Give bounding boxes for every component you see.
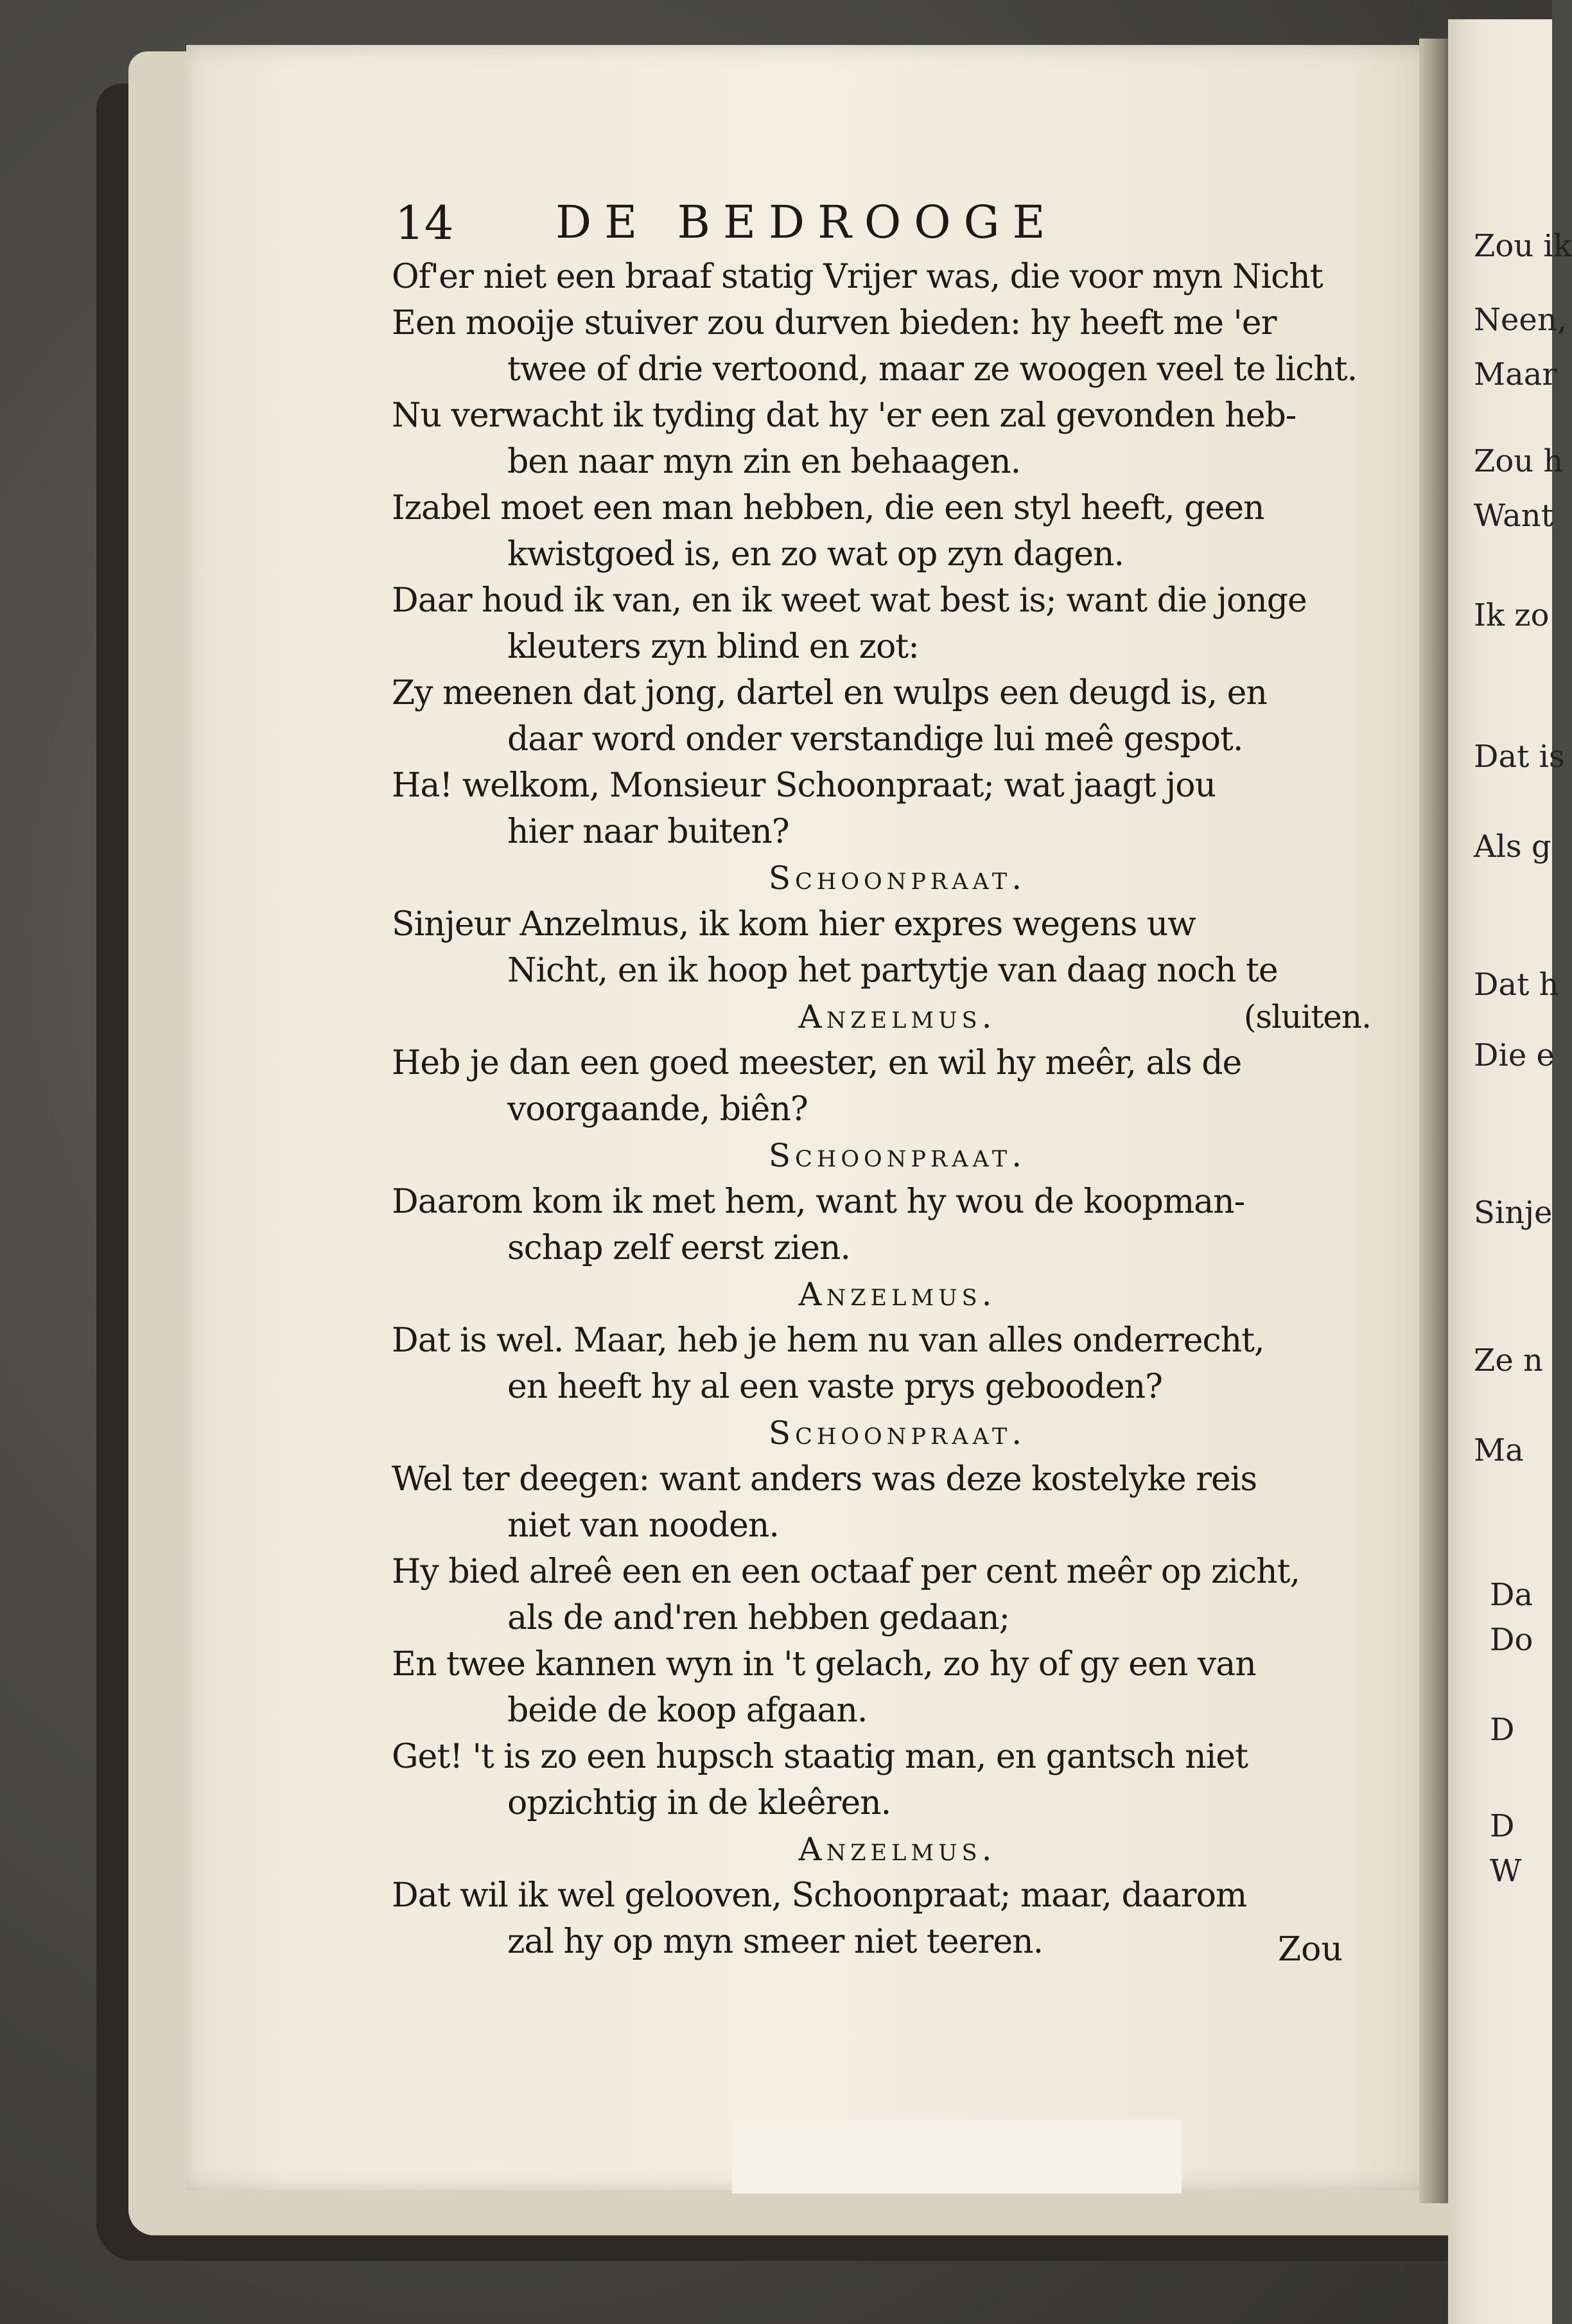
speaker-name: Schoonpraat. xyxy=(768,1414,1027,1452)
facing-page-fragment: Die e xyxy=(1474,1037,1555,1073)
speaker-name: Anzelmus. xyxy=(798,998,997,1035)
text-line: Daarom kom ik met hem, want hy wou de koopman- xyxy=(392,1183,1245,1221)
text-line-continuation: kwistgoed is, en zo wat op zyn dagen. xyxy=(507,535,1124,574)
text-line: Zy meenen dat jong, dartel en wulps een deugd is, en xyxy=(392,674,1267,712)
text-line-continuation: twee of drie vertoond, maar ze woogen veel te licht. xyxy=(507,350,1358,389)
text-line: Daar houd ik van, en ik weet wat best is; want die jonge xyxy=(392,581,1307,620)
text-line: Heb je dan een goed meester, en wil hy meêr, als de xyxy=(392,1044,1242,1082)
facing-page-fragment: Want xyxy=(1474,498,1553,534)
text-line-continuation: en heeft hy al een vaste prys gebooden? xyxy=(507,1368,1163,1406)
speaker-heading xyxy=(372,1132,1371,1179)
facing-page-fragment: Neen, xyxy=(1474,302,1567,338)
facing-page-fragment: Zou h xyxy=(1474,443,1564,479)
line-overflow: (sluiten. xyxy=(1243,998,1371,1035)
facing-page-fragment: Als g xyxy=(1474,829,1551,865)
text-line-continuation: schap zelf eerst zien. xyxy=(507,1229,851,1267)
facing-page-fragment: Da xyxy=(1490,1577,1533,1613)
text-line: Hy bied alreê een en een octaaf per cent meêr op zicht, xyxy=(392,1553,1300,1591)
speaker-heading xyxy=(372,1271,1371,1317)
text-line: Ha! welkom, Monsieur Schoonpraat; wat jaagt jou xyxy=(392,766,1216,805)
speaker-name: Schoonpraat. xyxy=(768,1137,1027,1174)
speaker-heading xyxy=(372,855,1371,901)
text-line: Wel ter deegen: want anders was deze kostelyke reis xyxy=(392,1460,1257,1499)
facing-page-fragment: Do xyxy=(1490,1622,1533,1658)
page-number: 14 xyxy=(395,196,454,250)
text-line: Nu verwacht ik tyding dat hy 'er een zal gevonden heb- xyxy=(392,396,1297,435)
library-label-patch xyxy=(732,2120,1182,2194)
text-line: Izabel moet een man hebben, die een styl heeft, geen xyxy=(392,489,1264,527)
play-text xyxy=(372,254,1371,1965)
text-line: Sinjeur Anzelmus, ik kom hier expres wegens uw xyxy=(392,905,1196,944)
text-line-continuation: Nicht, en ik hoop het partytje van daag noch te xyxy=(507,951,1278,990)
speaker-heading xyxy=(372,1410,1371,1456)
text-line-continuation: beide de koop afgaan. xyxy=(507,1691,868,1730)
facing-page xyxy=(1448,19,1572,2324)
text-block xyxy=(372,189,1371,1965)
text-line-continuation: niet van nooden. xyxy=(507,1506,779,1545)
facing-page-fragment: W xyxy=(1490,1853,1522,1889)
facing-page-fragment: Dat is xyxy=(1474,739,1565,775)
facing-page-fragment: Ik zo xyxy=(1474,597,1550,633)
speaker-name: Anzelmus. xyxy=(798,1831,997,1868)
speaker-heading xyxy=(372,1826,1371,1872)
facing-page-fragment: Zou ik xyxy=(1474,228,1572,264)
facing-page-fragment: D xyxy=(1490,1712,1515,1748)
facing-page-fragment: Sinje xyxy=(1474,1195,1553,1231)
text-line-continuation: kleuters zyn blind en zot: xyxy=(507,628,919,666)
text-line-continuation: zal hy op myn smeer niet teeren. xyxy=(507,1923,1044,1961)
text-line-continuation: voorgaande, biên? xyxy=(507,1090,808,1129)
text-line-continuation: daar word onder verstandige lui meê gespot. xyxy=(507,720,1243,759)
speaker-name: Anzelmus. xyxy=(798,1276,997,1313)
speaker-heading xyxy=(372,994,1371,1040)
running-title: DE BEDROOGE xyxy=(555,196,1058,249)
text-line: Of'er niet een braaf statig Vrijer was, die voor myn Nicht xyxy=(392,258,1323,296)
running-head xyxy=(372,189,1371,263)
speaker-name: Schoonpraat. xyxy=(768,859,1027,897)
text-line: Get! 't is zo een hupsch staatig man, en gantsch niet xyxy=(392,1738,1248,1776)
catchword: Zou xyxy=(1278,1930,1343,1969)
text-line-continuation: ben naar myn zin en behaagen. xyxy=(507,443,1021,481)
facing-page-fragment: D xyxy=(1490,1808,1515,1844)
facing-page-fragment: Ma xyxy=(1474,1432,1524,1468)
text-line: Een mooije stuiver zou durven bieden: hy heeft me 'er xyxy=(392,304,1277,342)
text-line: Dat wil ik wel gelooven, Schoonpraat; maar, daarom xyxy=(392,1876,1247,1915)
text-line-continuation: als de and'ren hebben gedaan; xyxy=(507,1599,1010,1637)
text-line-continuation: opzichtig in de kleêren. xyxy=(507,1784,891,1822)
text-line-continuation: hier naar buiten? xyxy=(507,813,789,851)
text-line: En twee kannen wyn in 't gelach, zo hy of gy een van xyxy=(392,1645,1256,1684)
text-line: Dat is wel. Maar, heb je hem nu van alles onderrecht, xyxy=(392,1321,1264,1360)
facing-page-fragment: Maar xyxy=(1474,357,1557,392)
facing-page-fragment: Ze n xyxy=(1474,1342,1543,1378)
facing-page-fragment: Dat h xyxy=(1474,967,1559,1003)
